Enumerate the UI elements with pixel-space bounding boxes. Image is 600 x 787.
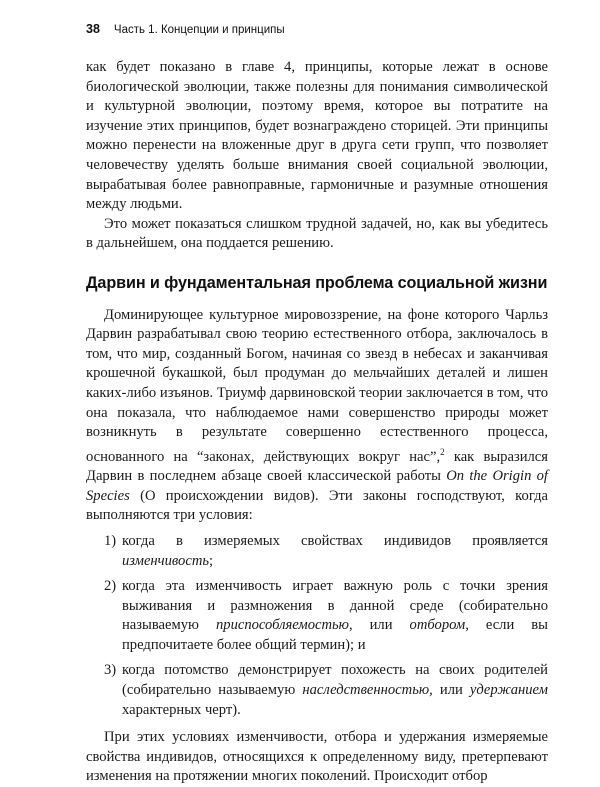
condition-3-post: характерных черт). [122,701,241,718]
paragraph-3 [86,306,548,526]
paragraph-2: Это может показаться слишком трудной задачей, но, как вы убедитесь в дальнейшем, она поддается решению. [86,215,548,252]
condition-2-term-1: приспособляемостью [215,617,349,634]
running-title: Часть 1. Концепции и принципы [113,24,285,36]
condition-2-post: , если вы предпочитаете более общий термин); и [122,617,548,653]
footnote-ref[interactable]: 2 [440,446,445,457]
paragraph-4: При этих условиях изменчивости, отбора и удержания измеряемые свойства индивидов, относящихся к определенному виду, претерпевают изменения на протяжении многих поколений. Происходит отбор [86,729,548,785]
condition-3-mid: , или [429,682,470,699]
condition-2 [86,577,548,655]
book-title: On the Origin of Species [86,468,548,504]
condition-1-number: 1) [104,532,117,549]
paragraph-3-part-2: как выразился Дарвин в последнем абзаце своей классической работы [86,448,548,485]
condition-1 [86,532,548,571]
condition-1-text [122,532,548,571]
condition-3 [86,661,548,720]
running-header [86,22,546,36]
paragraph-1: как будет показано в главе 4, принципы, которые лежат в основе биологической эволюции, также полезны для понимания символической и культурной эволюции, поэтому время, которое вы потратите на изучение этих принципов, будет вознаграждено сторицей. Эти принципы можно перенести на вложенные друг в друга сети групп, что позволяет человечеству уделять больше внимания своей социальной эволюции, вырабатывая более равноправные, гармоничные и разумные отношения между людьми. [86,59,548,213]
condition-2-term-2: отбором [409,617,466,634]
condition-1-term: изменчивость [122,552,210,569]
page-number: 38 [86,22,100,36]
condition-2-text [122,577,548,655]
condition-2-number: 2) [104,578,117,595]
paragraph-3-part-3: (О происхождении видов). Эти законы господствуют, когда выполняются три условия: [86,487,548,524]
paragraph-3-part-1: Доминирующее культурное мировоззрение, на фоне которого Чарльз Дарвин разрабатывал свою теорию естественного отбора, заключалось в том, что мир, созданный Богом, начиная со звезд в небесах и заканчивая крошечной букашкой, был продуман до мельчайших деталей и лишен каких-либо изъянов. Триумф дарвиновской теории заключается в том, что она показала, что наблюдаемое нами совершенство природы может возникнуть в результате совершенно естественного процесса, основанного на “законах, действующих вокруг нас”, [86,306,548,465]
condition-3-term-2: удержанием [469,682,548,699]
condition-3-number: 3) [104,662,117,679]
condition-3-pre: когда потомство демонстрирует похожесть на своих родителей (собирательно называемую [122,662,548,699]
condition-2-pre: когда эта изменчивость играет важную роль с точки зрения выживания и размножения в данной среде (собирательно называемую [122,578,548,634]
section-heading: Дарвин и фундаментальная проблема социальной жизни [86,273,548,292]
condition-1-pre: когда в измеряемых свойствах индивидов проявляется [122,532,548,549]
condition-3-text [122,661,548,720]
page-body [86,58,548,787]
condition-3-term-1: наследственностью [302,682,430,699]
condition-2-mid: , или [348,617,410,634]
condition-1-mid: ; [209,552,214,569]
conditions-list [86,532,548,720]
